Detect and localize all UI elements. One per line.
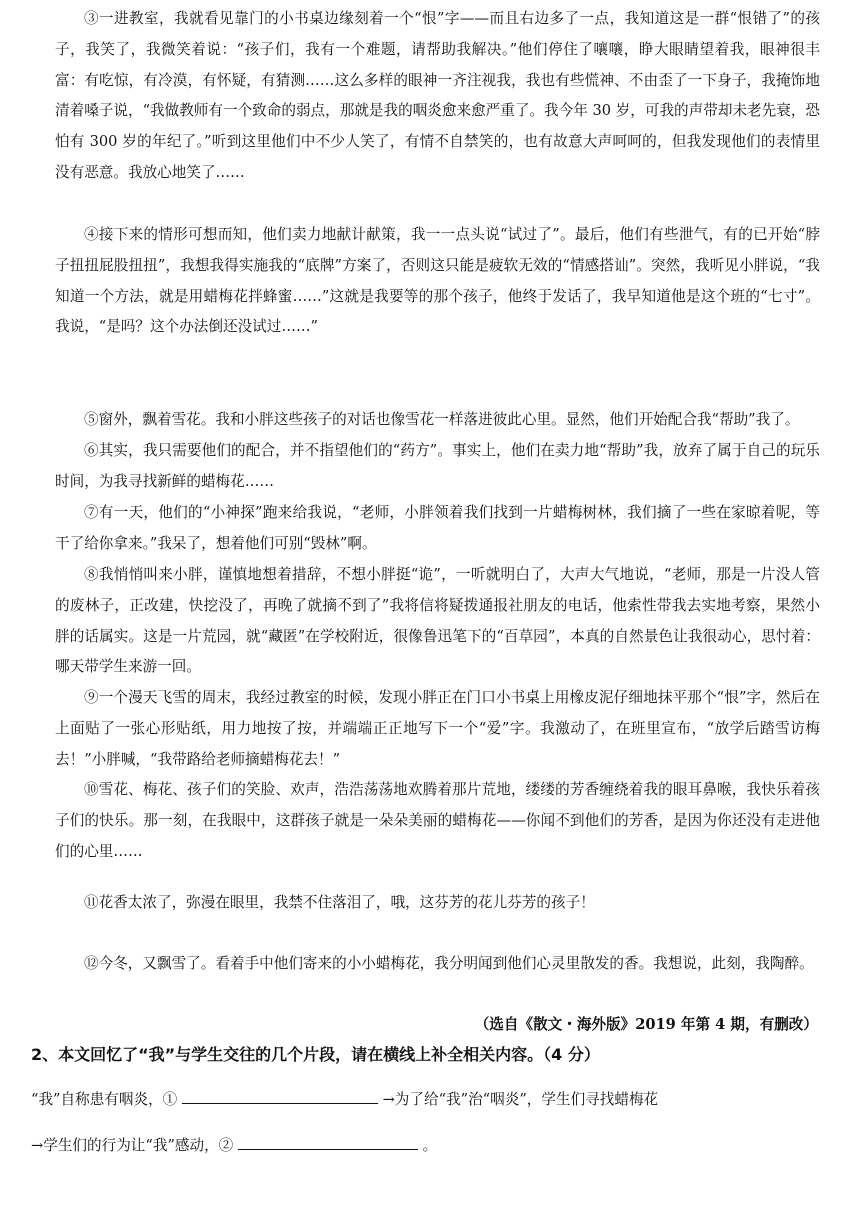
answer-blank-2[interactable] [238, 1133, 418, 1150]
question-2: 2、本文回忆了“我”与学生交往的几个片段，请在横线上补全相关内容。（4 分） [31, 1045, 600, 1064]
answer-line-1 [31, 1087, 658, 1109]
paragraph-7: ⑦有一天，他们的“小神探”跑来给我说，“老师，小胖领着我们找到一片蜡梅树林，我们摘了一些在家晾着呢，等干了给你拿来。”我呆了，想着他们可别“毁林”啊。 [55, 504, 820, 552]
paragraph-10: ⑩雪花、梅花、孩子们的笑脸、欢声，浩浩荡荡地欢腾着那片荒地，缕缕的芳香缠绕着我的眼耳鼻喉，我快乐着孩子们的快乐。那一刻，在我眼中，这群孩子就是一朵朵美丽的蜡梅花——你闻不到他们的芳香，是因为你还没有走进他们的心里…… [55, 781, 820, 860]
paragraph-4: ④接下来的情形可想而知，他们卖力地献计献策，我一一点头说“试过了”。最后，他们有些泄气，有的已开始“脖子扭扭屁股扭扭”，我想我得实施我的“底牌”方案了，否则这只能是疲软无效的“情感搭讪”。突然，我听见小胖说，“我知道一个方法，就是用蜡梅花拌蜂蜜……”这就是我要等的那个孩子，他终于发话了，我早知道他是这个班的“七寸”。我说，“是吗？这个办法倒还没试过……” [55, 226, 820, 336]
paragraph-8: ⑧我悄悄叫来小胖，谨慎地想着措辞，不想小胖挺“诡”，一听就明白了，大声大气地说，“老师，那是一片没人管的废林子，正改建，快挖没了，再晚了就摘不到了”我将信将疑拨通报社朋友的电话，他索性带我去实地考察，果然小胖的话属实。这是一片荒园，就“藏匿”在学校附近，很像鲁迅笔下的“百草园”，本真的自然景色让我很动心，思忖着：哪天带学生来游一回。 [55, 566, 820, 676]
answer-1-suffix: →为了给“我”治“咽炎”，学生们寻找蜡梅花 [382, 1091, 659, 1108]
answer-blank-1[interactable] [182, 1087, 378, 1104]
answer-line-2 [31, 1133, 437, 1155]
answer-2-suffix: 。 [422, 1137, 438, 1154]
answer-2-prefix: →学生们的行为让“我”感动，② [31, 1137, 234, 1154]
answer-1-prefix: “我”自称患有咽炎，① [31, 1091, 178, 1108]
source-citation: （选自《散文・海外版》2019 年第 4 期，有删改） [474, 1016, 818, 1033]
paragraph-5: ⑤窗外，飘着雪花。我和小胖这些孩子的对话也像雪花一样落进彼此心里。显然，他们开始配合我“帮助”我了。 [84, 411, 800, 428]
paragraph-3: ③一进教室，我就看见靠门的小书桌边缘刻着一个“恨”字——而且右边多了一点，我知道这是一群“恨错了”的孩子，我笑了，我微笑着说：“孩子们，我有一个难题，请帮助我解决。”他们停住了嚷嚷，睁大眼睛望着我，眼神很丰富：有吃惊，有冷漠，有怀疑，有猜测……这么多样的眼神一齐注视我，我也有些慌神、不由歪了一下身子，我掩饰地清着嗓子说，“我做教师有一个致命的弱点，那就是我的咽炎愈来愈严重了。我今年 30 岁，可我的声带却未老先衰，恐怕有 300 岁的年纪了。”听到这里他们中不少人笑了，有情不自禁笑的，也有故意大声呵呵的，但我发现他们的表情里没有恶意。我放心地笑了…… [55, 10, 821, 181]
paragraph-12: ⑫今冬，又飘雪了。看着手中他们寄来的小小蜡梅花，我分明闻到他们心灵里散发的香。我想说，此刻，我陶醉。 [84, 955, 814, 972]
paragraph-6: ⑥其实，我只需要他们的配合，并不指望他们的“药方”。事实上，他们在卖力地“帮助”我，放弃了属于自己的玩乐时间，为我寻找新鲜的蜡梅花…… [55, 442, 820, 490]
paragraph-11: ⑪花香太浓了，弥漫在眼里，我禁不住落泪了，哦，这芬芳的花儿芬芳的孩子！ [84, 894, 595, 911]
paragraph-9: ⑨一个漫天飞雪的周末，我经过教室的时候，发现小胖正在门口小书桌上用橡皮泥仔细地抹平那个“恨”字，然后在上面贴了一张心形贴纸，用力地按了按，并端端正正地写下一个“爱”字。我激动了，在班里宣布，“放学后踏雪访梅去！”小胖喊，“我带路给老师摘蜡梅花去！” [55, 689, 820, 768]
